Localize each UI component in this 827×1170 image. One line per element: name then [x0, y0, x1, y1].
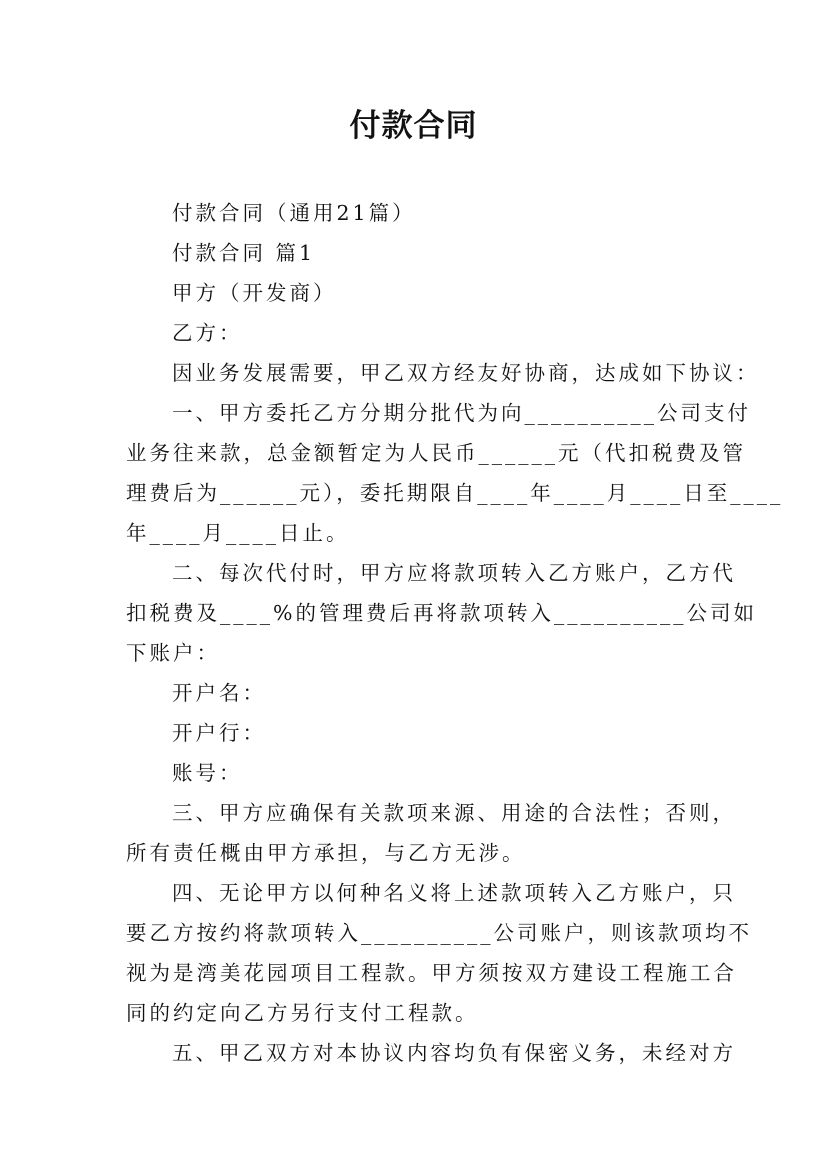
clause-3-line-1: 三、甲方应确保有关款项来源、用途的合法性；否则，: [172, 801, 736, 825]
clause-1-line-2: 业务往来款，总金额暂定为人民币______元（代扣税费及管: [126, 441, 746, 465]
clause-5-line-1: 五、甲乙双方对本协议内容均负有保密义务，未经对方: [172, 1041, 736, 1065]
section-heading: 付款合同 篇1: [172, 241, 316, 265]
clause-2-line-2: 扣税费及____%的管理费后再将款项转入__________公司如: [126, 601, 757, 625]
document-title: 付款合同: [349, 108, 478, 144]
account-number-line: 账号：: [172, 761, 243, 785]
account-name-line: 开户名：: [172, 681, 266, 705]
document-body: [126, 193, 784, 1073]
clause-4-line-2: 要乙方按约将款项转入__________公司账户，则该款项均不: [126, 921, 752, 945]
clause-2-line-1: 二、每次代付时，甲方应将款项转入乙方账户，乙方代: [172, 561, 736, 585]
account-bank-line: 开户行：: [172, 721, 266, 745]
party-a-line: 甲方（开发商）: [172, 281, 337, 305]
clause-4-line-4: 同的约定向乙方另行支付工程款。: [126, 1001, 479, 1025]
preamble-line: 因业务发展需要，甲乙双方经友好协商，达成如下协议：: [172, 361, 760, 385]
clause-1-line-4: 年____月____日止。: [126, 521, 350, 545]
clause-4-line-3: 视为是湾美花园项目工程款。甲方须按双方建设工程施工合: [126, 961, 737, 985]
clause-2-line-3: 下账户：: [126, 641, 220, 665]
clause-1-line-1: 一、甲方委托乙方分期分批代为向__________公司支付: [172, 401, 751, 425]
clause-3-line-2: 所有责任概由甲方承担，与乙方无涉。: [126, 841, 526, 865]
subtitle-line: 付款合同（通用21篇）: [172, 201, 416, 225]
clause-4-line-1: 四、无论甲方以何种名义将上述款项转入乙方账户，只: [172, 881, 736, 905]
party-b-line: 乙方：: [172, 321, 243, 345]
clause-1-line-3: 理费后为______元），委托期限自____年____月____日至____: [126, 481, 784, 505]
